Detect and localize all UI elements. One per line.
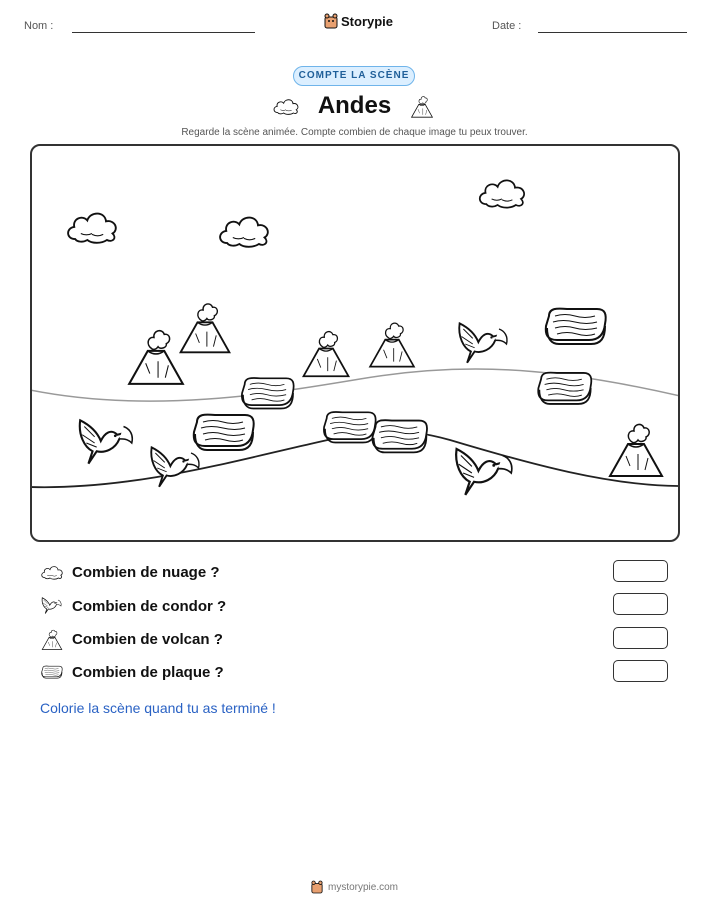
page-title: Andes [317,92,392,119]
date-label: Date : [492,20,522,32]
answer-box-plate[interactable] [613,660,668,682]
storypie-logo [324,13,393,29]
volcano-icon [610,424,662,476]
cloud-icon [480,180,524,207]
question-label: Combien de plaque ? [72,663,224,681]
name-field-line[interactable] [72,32,255,33]
plate-icon [40,663,64,681]
scene-illustration [30,144,680,542]
volcano-icon [370,323,414,366]
bear-mascot-icon [311,880,323,894]
condor-icon [151,447,199,486]
condor-icon [40,595,64,617]
question-volcano [40,627,223,651]
activity-badge: COMPTE LA SCÈNE [293,66,415,86]
answer-box-condor[interactable] [613,593,668,615]
volcano-icon [181,304,230,352]
question-label: Combien de nuage ? [72,563,220,581]
plate-icon [324,412,376,443]
scene-frame [30,144,680,542]
condor-icon [456,449,512,495]
footer-url[interactable]: mystorypie.com [327,881,398,893]
plate-icon [194,415,254,450]
plate-icon [373,420,428,452]
condor-icon [80,420,132,463]
volcano-icon [303,332,348,377]
instructions: Regarde la scène animée. Compte combien de chaque image tu peux trouver. [181,127,528,138]
question-label: Combien de condor ? [72,597,227,615]
question-condor [40,594,226,618]
cloud-icon [68,214,116,243]
footer [0,880,709,894]
question-cloud [40,560,220,584]
name-label: Nom : [24,20,54,32]
question-plate [40,660,224,684]
coloring-instruction: Colorie la scène quand tu as terminé ! [40,700,276,716]
date-field-line[interactable] [538,32,687,33]
page-header [0,0,709,50]
brand-name: Storypie [341,13,394,29]
cloud-icon [220,218,268,247]
condor-icon [459,323,507,362]
answer-box-cloud[interactable] [613,560,668,582]
title-volcano-icon [410,92,434,120]
plate-icon [538,373,591,404]
question-label: Combien de volcan ? [72,630,223,648]
cloud-icon [40,563,64,581]
bear-mascot-icon [324,13,338,29]
answer-box-volcano[interactable] [613,627,668,649]
plate-icon [242,378,294,409]
volcano-icon [40,627,64,651]
plate-icon [546,309,606,344]
volcano-icon [129,331,183,384]
